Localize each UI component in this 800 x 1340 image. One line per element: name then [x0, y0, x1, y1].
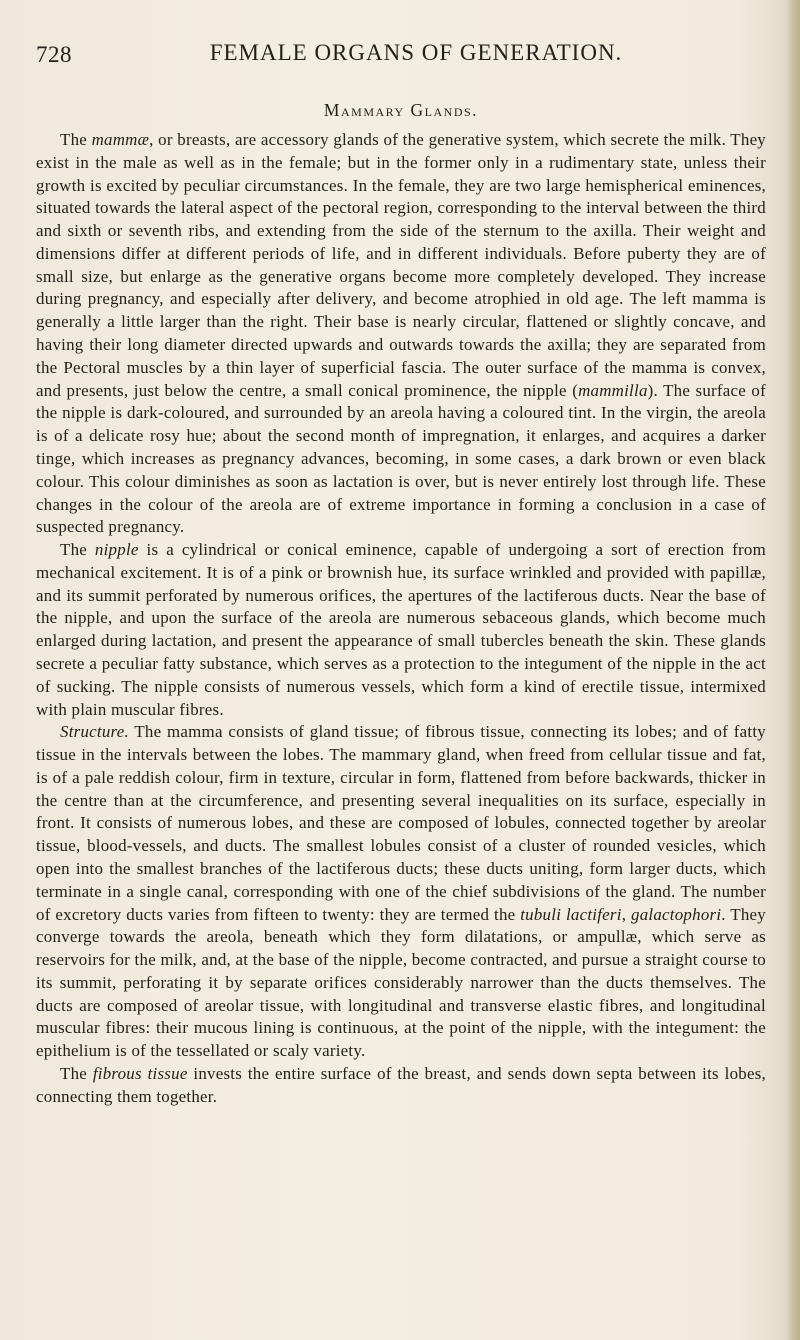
text-run: is a cylindrical or conical eminence, capable of undergoing a sort of erection from mechanical excitement. It is of a pink or brownish hue, its surface wrinkled and provided with papillæ, and its summit perforated by numerous orifices, the apertures of the lactiferous ducts. Near the base of the nipple, and upon the surface of the areola are numerous sebaceous glands, which become much enlarged during lactation, and present the appearance of small tubercles beneath the skin. These glands secrete a peculiar fatty substance, which serves as a protection to the integument of the nipple in the act of sucking. The nipple consists of numerous vessels, which form a kind of erectile tissue, intermixed with plain muscular fibres.: [36, 540, 767, 719]
text-run: The: [60, 540, 95, 560]
italic-text: nipple: [94, 540, 139, 560]
italic-text: galactophori: [631, 904, 722, 924]
text-run: invests the entire surface of the breast, and sends down septa between its lobes, connecting them together.: [36, 1064, 767, 1106]
page-number: 728: [36, 42, 72, 67]
page-edge-shadow: [786, 0, 800, 1340]
text-run: ). The surface of the nipple is dark-coloured, and surrounded by an areola having a coloured tint. In the virgin, the areola is of a delicate rosy hue; about the second month of impregnation, it enlarges, and acquires a darker tinge, which increases as pregnancy advances, becoming, in some cases, a dark brown or even black colour. This colour diminishes as soon as lactation is over, but is never entirely lost through life. These changes in the colour of the areola are of extreme importance in forming a conclusion in a case of suspected pregnancy.: [36, 380, 766, 537]
text-run: The: [60, 130, 92, 149]
paragraph: [36, 721, 766, 1063]
paragraph: [36, 539, 766, 721]
text-run: The mamma consists of gland tissue; of fibrous tissue, connecting its lobes; and of fatty tissue in the intervals between the lobes. The mammary gland, when freed from cellular tissue and fat, is of a pale reddish colour, firm in texture, circular in form, flattened from before backwards, thicker in the centre than at the circumference, and presenting several inequalities on its surface, especially in front. It consists of numerous lobes, and these are composed of lobules, connected together by areolar tissue, blood-vessels, and ducts. The smallest lobules consist of a cluster of rounded vesicles, which open into the smallest branches of the lactiferous ducts; these ducts uniting, form larger ducts, which terminate in a single canal, corresponding with one of the chief subdivisions of the gland. The number of excretory ducts varies from fifteen to twenty: they are termed the: [36, 722, 766, 924]
italic-text: tubuli lactiferi: [520, 904, 622, 924]
italic-text: Structure.: [60, 722, 129, 742]
text-run: . They converge towards the areola, beneath which they form dilatations, or ampullæ, which serve as reservoirs for the milk, and, at the base of the nipple, become contracted, and pursue a straight course to its summit, perforating it by separate orifices considerably narrower than the ducts themselves. The ducts are composed of areolar tissue, with longitudinal and transverse elastic fibres, and longitudinal muscular fibres: their mucous lining is continuous, at the point of the nipple, with the integument: the epithelium is of the tessellated or scaly variety.: [36, 904, 766, 1061]
italic-text: mammilla: [578, 380, 648, 400]
body-text: [36, 129, 766, 1109]
section-title: Mammary Glands.: [323, 100, 479, 120]
text-run: , or breasts, are accessory glands of the generative system, which secrete the milk. They exist in the male as well as in the female; but in the former only in a rudimentary state, unless their growth is excited by peculiar circumstances. In the female, they are two large hemispherical eminences, situated towards the lateral aspect of the pectoral region, corresponding to the interval between the third and sixth or seventh ribs, and extending from the side of the sternum to the axilla. Their weight and dimensions differ at different periods of life, and in different individuals. Before puberty they are of small size, but enlarge as the generative organs become more completely developed. They increase during pregnancy, and especially after delivery, and become atrophied in old age. The left mamma is generally a little larger than the right. Their base is nearly circular, flattened or slightly concave, and having their long diameter directed upwards and outwards towards the axilla; they are separated from the Pectoral muscles by a thin layer of superficial fascia. The outer surface of the mamma is convex, and presents, just below the centre, a small conical prominence, the nipple (: [36, 130, 767, 400]
paragraph: [36, 129, 766, 539]
italic-text: fibrous tissue: [92, 1064, 188, 1084]
text-run: ,: [621, 904, 632, 924]
paragraph: [36, 1063, 766, 1109]
page-header: [36, 40, 766, 80]
running-head: FEMALE ORGANS OF GENERATION.: [209, 40, 623, 65]
italic-text: mammæ: [91, 130, 150, 149]
text-run: The: [60, 1064, 93, 1084]
